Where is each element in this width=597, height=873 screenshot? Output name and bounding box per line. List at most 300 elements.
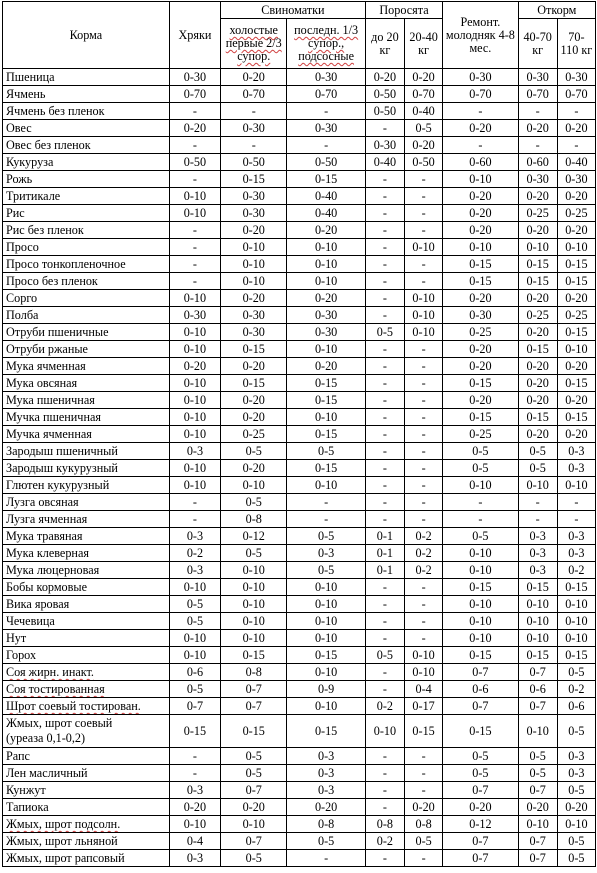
feed-name-cell	[3, 307, 170, 324]
value-cell: -	[405, 443, 443, 460]
value-cell: 0-30	[443, 69, 518, 86]
value-cell: -	[365, 681, 404, 698]
value-cell: 0-5	[557, 850, 595, 867]
value-cell: 0-10	[169, 630, 220, 647]
value-cell: 0-15	[221, 375, 287, 392]
value-cell: 0-5	[221, 494, 287, 511]
value-cell: 0-10	[169, 341, 220, 358]
table-row	[3, 69, 596, 86]
value-cell: 0-15	[443, 715, 518, 748]
value-cell: 0-70	[557, 86, 595, 103]
value-cell: 0-15	[557, 579, 595, 596]
value-cell: -	[365, 460, 404, 477]
feed-name-cell	[3, 545, 170, 562]
value-cell: 0-10	[518, 630, 557, 647]
value-cell: 0-2	[405, 562, 443, 579]
value-cell: 0-5	[557, 664, 595, 681]
feed-name: Просо	[6, 240, 39, 254]
feed-name-cell	[3, 392, 170, 409]
value-cell: 0-8	[287, 816, 365, 833]
value-cell: -	[405, 171, 443, 188]
header-sows: Свиноматки	[221, 2, 366, 19]
feed-name-cell	[3, 494, 170, 511]
value-cell: 0-15	[443, 409, 518, 426]
table-row	[3, 511, 596, 528]
table-row	[3, 715, 596, 748]
value-cell: -	[169, 765, 220, 782]
value-cell: -	[365, 782, 404, 799]
value-cell: 0-3	[557, 765, 595, 782]
value-cell: 0-30	[169, 307, 220, 324]
value-cell: -	[518, 103, 557, 120]
value-cell: 0-30	[287, 324, 365, 341]
value-cell: 0-7	[443, 782, 518, 799]
value-cell: 0-5	[287, 528, 365, 545]
value-cell: -	[443, 511, 518, 528]
value-cell: 0-20	[405, 137, 443, 154]
value-cell: 0-7	[518, 782, 557, 799]
value-cell: -	[405, 341, 443, 358]
header-feed: Корма	[3, 2, 170, 69]
table-row	[3, 748, 596, 765]
value-cell: 0-15	[557, 409, 595, 426]
value-cell: 0-10	[518, 816, 557, 833]
value-cell: 0-20	[557, 222, 595, 239]
table-row	[3, 137, 596, 154]
value-cell: -	[365, 511, 404, 528]
value-cell: 0-10	[221, 273, 287, 290]
value-cell: 0-70	[169, 86, 220, 103]
value-cell: -	[365, 392, 404, 409]
value-cell: 0-10	[221, 256, 287, 273]
value-cell: 0-20	[443, 799, 518, 816]
value-cell: -	[405, 188, 443, 205]
value-cell: 0-50	[221, 154, 287, 171]
feed-name: Просо тонкопленочное	[6, 257, 126, 271]
value-cell: -	[365, 596, 404, 613]
value-cell: 0-10	[221, 239, 287, 256]
feed-name-cell	[3, 69, 170, 86]
value-cell: 0-8	[365, 816, 404, 833]
table-row	[3, 528, 596, 545]
value-cell: 0-15	[557, 324, 595, 341]
value-cell: 0-50	[287, 154, 365, 171]
value-cell: 0-15	[287, 647, 365, 664]
value-cell: 0-5	[221, 443, 287, 460]
value-cell: 0-5	[557, 833, 595, 850]
value-cell: -	[287, 494, 365, 511]
value-cell: 0-15	[518, 579, 557, 596]
value-cell: -	[169, 137, 220, 154]
value-cell: -	[221, 137, 287, 154]
table-row	[3, 120, 596, 137]
value-cell: -	[221, 103, 287, 120]
value-cell: -	[365, 188, 404, 205]
feed-name-cell	[3, 799, 170, 816]
value-cell: 0-20	[221, 392, 287, 409]
feed-name-cell	[3, 833, 170, 850]
value-cell: 0-5	[287, 443, 365, 460]
value-cell: 0-15	[287, 715, 365, 748]
table-row	[3, 409, 596, 426]
feed-name: Соя тостированная	[6, 682, 105, 696]
value-cell: 0-5	[287, 562, 365, 579]
value-cell: 0-10	[287, 698, 365, 715]
table-row	[3, 850, 596, 867]
feed-name-cell	[3, 698, 170, 715]
value-cell: 0-20	[443, 205, 518, 222]
value-cell: 0-3	[287, 782, 365, 799]
value-cell: 0-15	[518, 256, 557, 273]
value-cell: 0-5	[221, 545, 287, 562]
value-cell: 0-2	[557, 681, 595, 698]
value-cell: 0-6	[518, 681, 557, 698]
value-cell: 0-3	[557, 460, 595, 477]
value-cell: 0-20	[405, 799, 443, 816]
feed-name: Рапс	[6, 749, 30, 763]
feed-name-cell	[3, 86, 170, 103]
value-cell: -	[365, 748, 404, 765]
header-fattening-40-70: 40-70 кг	[518, 19, 557, 69]
value-cell: -	[405, 477, 443, 494]
feed-name: Зародыш пшеничный	[6, 444, 118, 458]
value-cell: -	[365, 239, 404, 256]
value-cell: 0-10	[169, 460, 220, 477]
header-piglets-under-20: до 20 кг	[365, 19, 404, 69]
value-cell: 0-70	[221, 86, 287, 103]
value-cell: 0-10	[518, 477, 557, 494]
value-cell: 0-15	[518, 273, 557, 290]
value-cell: 0-5	[518, 443, 557, 460]
value-cell: 0-25	[221, 426, 287, 443]
value-cell: 0-15	[557, 375, 595, 392]
value-cell: -	[405, 511, 443, 528]
table-row	[3, 579, 596, 596]
value-cell: 0-15	[443, 256, 518, 273]
value-cell: -	[169, 511, 220, 528]
value-cell: 0-20	[169, 799, 220, 816]
value-cell: 0-10	[221, 816, 287, 833]
header-boars: Хряки	[169, 2, 220, 69]
feed-name-cell	[3, 324, 170, 341]
value-cell: 0-5	[169, 681, 220, 698]
value-cell: 0-20	[287, 358, 365, 375]
value-cell: 0-15	[287, 426, 365, 443]
value-cell: 0-60	[443, 154, 518, 171]
value-cell: 0-10	[287, 630, 365, 647]
header-piglets: Поросята	[365, 2, 442, 19]
value-cell: 0-5	[557, 782, 595, 799]
feed-name-cell	[3, 562, 170, 579]
feed-name-cell	[3, 120, 170, 137]
value-cell: -	[365, 222, 404, 239]
table-row	[3, 596, 596, 613]
table-row	[3, 477, 596, 494]
value-cell: 0-20	[365, 69, 404, 86]
feed-name: Мучка ячменная	[6, 427, 92, 441]
value-cell: -	[443, 137, 518, 154]
value-cell: 0-20	[221, 409, 287, 426]
value-cell: 0-40	[365, 154, 404, 171]
value-cell: 0-10	[443, 562, 518, 579]
value-cell: 0-10	[169, 816, 220, 833]
value-cell: 0-10	[557, 613, 595, 630]
value-cell: 0-20	[557, 799, 595, 816]
value-cell: 0-5	[443, 765, 518, 782]
value-cell: 0-10	[518, 613, 557, 630]
feed-name: Чечевица	[6, 614, 55, 628]
feed-name-cell	[3, 205, 170, 222]
feed-name: Рис без пленок	[6, 223, 84, 237]
feed-name: Ячмень без пленок	[6, 104, 105, 118]
value-cell: 0-5	[365, 647, 404, 664]
value-cell: 0-10	[169, 290, 220, 307]
value-cell: -	[365, 664, 404, 681]
value-cell: 0-15	[443, 375, 518, 392]
value-cell: 0-70	[443, 86, 518, 103]
feed-name-cell	[3, 630, 170, 647]
value-cell: -	[365, 307, 404, 324]
value-cell: -	[365, 494, 404, 511]
value-cell: 0-15	[287, 392, 365, 409]
feed-name: Глютен кукурузный	[6, 478, 110, 492]
value-cell: -	[405, 426, 443, 443]
value-cell: 0-1	[365, 562, 404, 579]
feed-name: Жмых, шрот подсолн.	[6, 817, 121, 831]
table-row	[3, 358, 596, 375]
value-cell: 0-7	[221, 681, 287, 698]
value-cell: -	[557, 494, 595, 511]
value-cell: 0-10	[287, 256, 365, 273]
value-cell: 0-8	[221, 511, 287, 528]
value-cell: 0-20	[221, 290, 287, 307]
value-cell: 0-12	[443, 816, 518, 833]
value-cell: 0-30	[365, 137, 404, 154]
table-row	[3, 86, 596, 103]
value-cell: 0-10	[169, 409, 220, 426]
value-cell: 0-8	[405, 816, 443, 833]
value-cell: 0-30	[287, 307, 365, 324]
value-cell: 0-5	[443, 748, 518, 765]
header-sows-single-text: холостые первые 2/3 супор.	[225, 23, 282, 63]
table-header	[3, 2, 596, 69]
value-cell: 0-50	[405, 154, 443, 171]
value-cell: 0-7	[518, 833, 557, 850]
value-cell: 0-10	[169, 392, 220, 409]
value-cell: 0-30	[557, 171, 595, 188]
feed-name: Мука ячменная	[6, 359, 86, 373]
value-cell: 0-20	[443, 290, 518, 307]
header-fattening: Откорм	[518, 2, 595, 19]
value-cell: 0-50	[169, 154, 220, 171]
value-cell: -	[365, 765, 404, 782]
value-cell: 0-20	[557, 120, 595, 137]
value-cell: -	[365, 426, 404, 443]
value-cell: 0-5	[557, 715, 595, 748]
value-cell: 0-5	[221, 748, 287, 765]
value-cell: 0-15	[287, 460, 365, 477]
value-cell: 0-3	[169, 562, 220, 579]
value-cell: -	[365, 409, 404, 426]
feed-name: Мука травяная	[6, 529, 83, 543]
value-cell: 0-15	[557, 273, 595, 290]
table-row	[3, 222, 596, 239]
value-cell: 0-40	[287, 188, 365, 205]
value-cell: 0-10	[518, 596, 557, 613]
feed-name-cell	[3, 154, 170, 171]
value-cell: 0-20	[518, 222, 557, 239]
value-cell: 0-10	[221, 562, 287, 579]
table-row	[3, 426, 596, 443]
value-cell: 0-10	[443, 596, 518, 613]
value-cell: -	[405, 273, 443, 290]
value-cell: 0-70	[287, 86, 365, 103]
value-cell: 0-60	[518, 154, 557, 171]
feed-name-cell	[3, 681, 170, 698]
value-cell: 0-5	[405, 833, 443, 850]
value-cell: 0-30	[518, 171, 557, 188]
table-row	[3, 664, 596, 681]
value-cell: 0-25	[518, 307, 557, 324]
value-cell: -	[169, 494, 220, 511]
table-row	[3, 443, 596, 460]
value-cell: 0-6	[169, 664, 220, 681]
feed-name-cell	[3, 715, 170, 748]
feed-name: Пшеница	[6, 70, 55, 84]
value-cell: 0-25	[443, 426, 518, 443]
value-cell: 0-15	[518, 647, 557, 664]
value-cell: 0-10	[518, 239, 557, 256]
value-cell: 0-15	[557, 647, 595, 664]
value-cell: 0-10	[169, 477, 220, 494]
feed-name: Мука люцерновая	[6, 563, 100, 577]
value-cell: -	[287, 511, 365, 528]
table-row	[3, 375, 596, 392]
value-cell: 0-4	[169, 833, 220, 850]
value-cell: 0-15	[557, 256, 595, 273]
feed-name-note: (уреаза 0,1-0,2)	[6, 731, 86, 745]
value-cell: 0-15	[287, 171, 365, 188]
table-body	[3, 69, 596, 867]
value-cell: 0-40	[405, 103, 443, 120]
header-sows-last	[287, 19, 365, 69]
feed-name: Нут	[6, 631, 27, 645]
value-cell: 0-3	[518, 562, 557, 579]
value-cell: -	[405, 205, 443, 222]
value-cell: 0-10	[287, 273, 365, 290]
value-cell: 0-5	[221, 765, 287, 782]
feed-name-cell	[3, 358, 170, 375]
value-cell: 0-3	[557, 748, 595, 765]
value-cell: 0-7	[443, 833, 518, 850]
value-cell: 0-20	[518, 120, 557, 137]
value-cell: 0-10	[287, 613, 365, 630]
value-cell: 0-10	[287, 596, 365, 613]
value-cell: 0-20	[169, 120, 220, 137]
value-cell: 0-2	[365, 698, 404, 715]
value-cell: -	[443, 494, 518, 511]
feed-name: Ячмень	[6, 87, 46, 101]
value-cell: -	[169, 171, 220, 188]
value-cell: 0-10	[518, 715, 557, 748]
value-cell: 0-7	[169, 698, 220, 715]
value-cell: 0-3	[169, 528, 220, 545]
value-cell: 0-25	[557, 205, 595, 222]
value-cell: 0-10	[365, 715, 404, 748]
value-cell: 0-30	[443, 307, 518, 324]
table-row	[3, 681, 596, 698]
value-cell: -	[365, 579, 404, 596]
feed-name-cell	[3, 748, 170, 765]
feed-name-cell	[3, 579, 170, 596]
feed-name-cell	[3, 460, 170, 477]
feed-name-cell	[3, 290, 170, 307]
value-cell: 0-2	[557, 562, 595, 579]
value-cell: 0-15	[221, 341, 287, 358]
value-cell: 0-10	[443, 545, 518, 562]
value-cell: -	[405, 392, 443, 409]
feed-name-cell	[3, 171, 170, 188]
value-cell: 0-20	[557, 290, 595, 307]
feed-name: Мука овсяная	[6, 376, 78, 390]
feed-name-cell	[3, 239, 170, 256]
value-cell: 0-10	[443, 239, 518, 256]
table-row	[3, 205, 596, 222]
feed-name: Просо без пленок	[6, 274, 98, 288]
feed-name: Жмых, шрот рапсовый	[6, 851, 125, 865]
header-young-stock: Ремонт. молодняк 4-8 мес.	[443, 2, 518, 69]
value-cell: -	[365, 120, 404, 137]
value-cell: -	[365, 443, 404, 460]
feed-name: Горох	[6, 648, 37, 662]
table-row	[3, 307, 596, 324]
feed-norms-table	[2, 1, 596, 867]
value-cell: 0-20	[221, 69, 287, 86]
value-cell: -	[405, 358, 443, 375]
value-cell: 0-5	[287, 833, 365, 850]
value-cell: 0-20	[287, 222, 365, 239]
value-cell: 0-10	[287, 579, 365, 596]
value-cell: 0-30	[221, 324, 287, 341]
feed-name: Сорго	[6, 291, 38, 305]
feed-name-cell	[3, 664, 170, 681]
value-cell: 0-30	[518, 69, 557, 86]
value-cell: 0-10	[557, 630, 595, 647]
value-cell: 0-2	[365, 833, 404, 850]
feed-name: Жмых, шрот соевый	[6, 716, 113, 730]
table-row	[3, 698, 596, 715]
value-cell: -	[365, 290, 404, 307]
feed-name: Мука клеверная	[6, 546, 89, 560]
value-cell: 0-20	[518, 188, 557, 205]
table-row	[3, 273, 596, 290]
value-cell: 0-7	[443, 698, 518, 715]
feed-name-cell	[3, 375, 170, 392]
feed-name-cell	[3, 103, 170, 120]
value-cell: 0-10	[221, 477, 287, 494]
feed-name: Зародыш кукурузный	[6, 461, 118, 475]
table-row	[3, 154, 596, 171]
table-row	[3, 562, 596, 579]
value-cell: 0-40	[287, 205, 365, 222]
value-cell: 0-3	[287, 765, 365, 782]
value-cell: 0-1	[365, 545, 404, 562]
value-cell: 0-20	[287, 290, 365, 307]
value-cell: 0-5	[443, 443, 518, 460]
table-row	[3, 833, 596, 850]
value-cell: -	[287, 103, 365, 120]
value-cell: 0-20	[443, 222, 518, 239]
